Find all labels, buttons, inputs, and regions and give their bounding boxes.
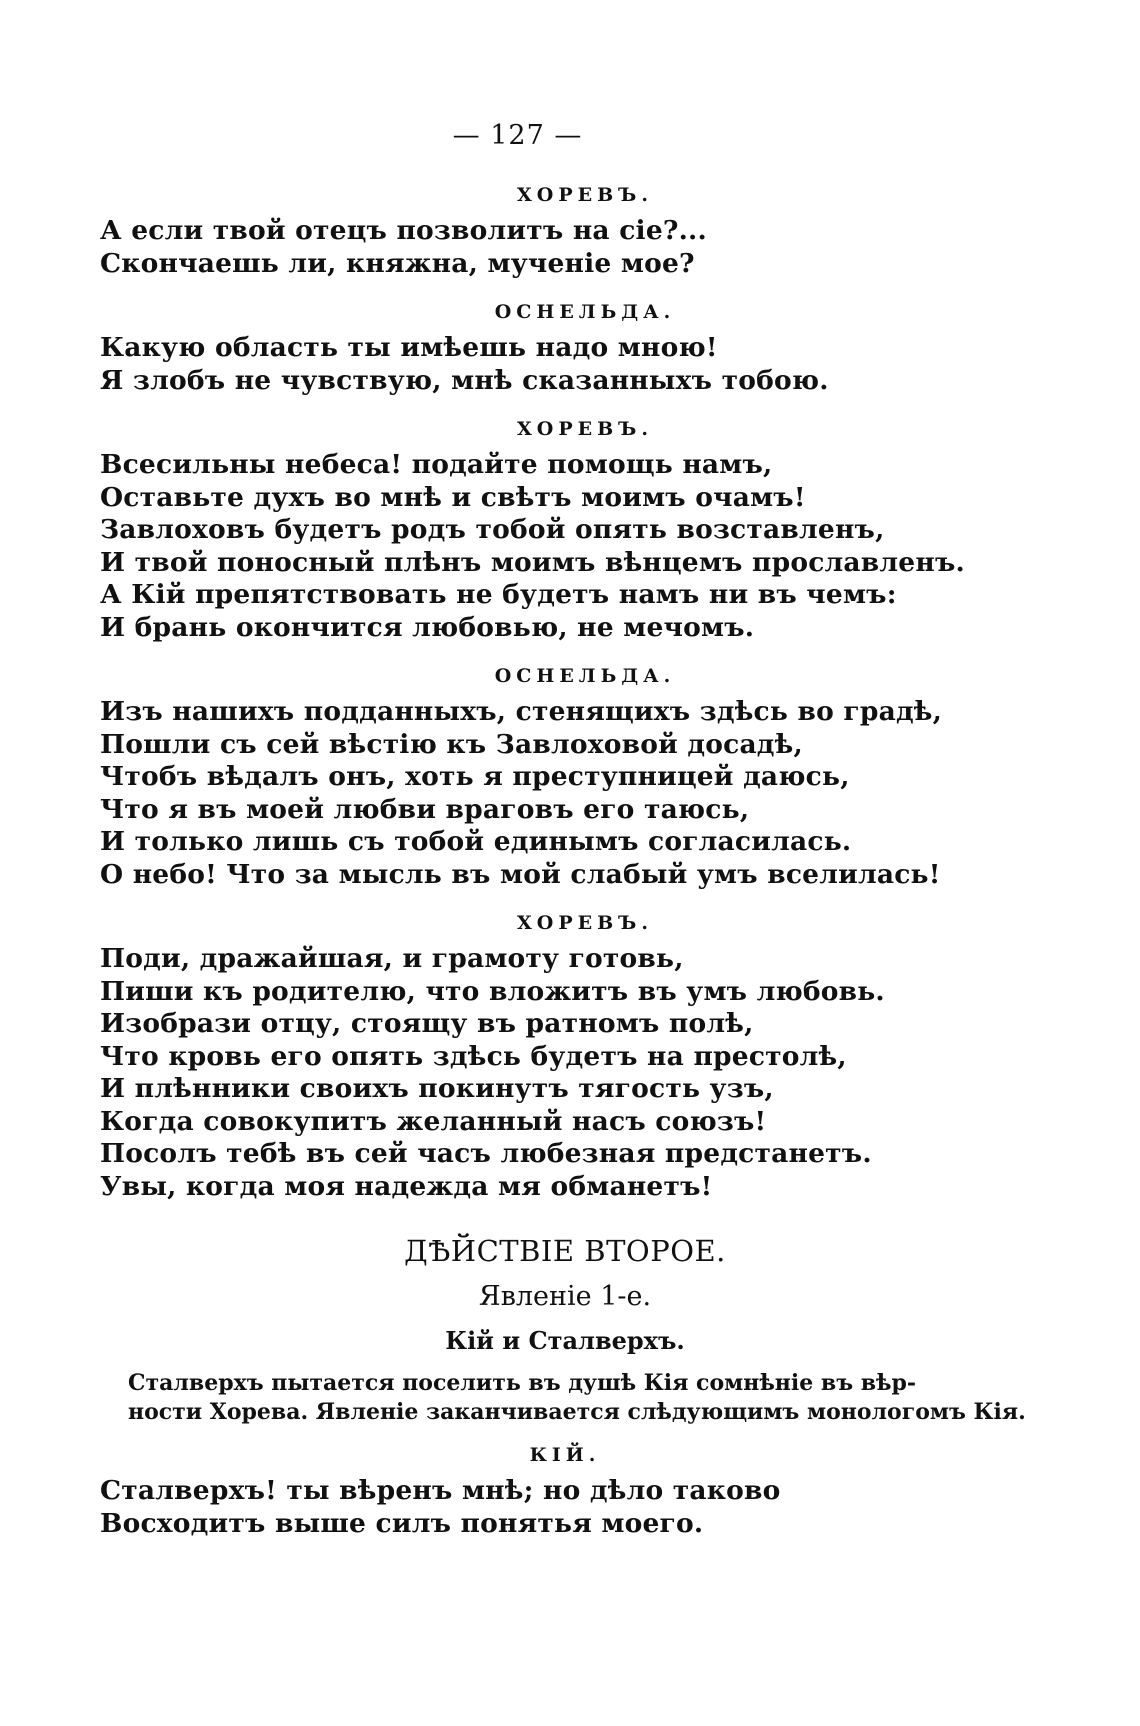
act-title: ДѢЙСТВІЕ ВТОРОЕ. (404, 1234, 726, 1268)
verse-line: Пиши къ родителю, что вложитъ въ умъ любовь. (100, 975, 885, 1007)
speaker-name: КІЙ. (529, 1444, 601, 1466)
verse-line: Изобрази отцу, стоящу въ ратномъ полѣ, (100, 1008, 754, 1039)
speaker-name: ОСНЕЛЬДА. (494, 301, 676, 323)
play-text (100, 181, 1026, 1540)
verse-line: Восходитъ выше силъ понятья моего. (100, 1507, 704, 1539)
verse-line: И твой поносный плѣнъ моимъ вѣнцемъ прославленъ. (100, 546, 965, 578)
verse-line: Всесильны небеса! подайте помощь намъ, (100, 449, 773, 480)
verse-line: И плѣнники своихъ покинутъ тягость узъ, (100, 1073, 774, 1104)
verse-line: Какую область ты имѣешь надо мною! (100, 332, 718, 363)
verse-line: Когда совокупитъ желанный насъ союзъ! (100, 1105, 767, 1137)
verse-line: А если твой отецъ позволитъ на сіе?... (100, 215, 707, 246)
verse-line: О небо! Что за мысль въ мой слабый умъ вселилась! (100, 858, 941, 890)
page-number: — 127 — (452, 120, 583, 151)
speaker-name: ХОРЕВЪ. (517, 912, 653, 934)
speaker-name: ХОРЕВЪ. (517, 184, 653, 206)
verse-line: Пошли съ сей вѣстію къ Завлоховой досадѣ, (100, 728, 803, 760)
speaker-name: ОСНЕЛЬДА. (494, 665, 676, 687)
speaker-name: ХОРЕВЪ. (517, 418, 653, 440)
verse-line: И только лишь съ тобой единымъ согласилась. (100, 826, 852, 857)
verse-line: Увы, когда моя надежда мя обманетъ! (100, 1170, 713, 1202)
verse-line: Я злобъ не чувствую, мнѣ сказанныхъ тобою. (100, 364, 829, 396)
verse-line: Что я въ моей любви враговъ его таюсь, (100, 793, 750, 825)
verse-line: Посолъ тебѣ въ сей часъ любезная предстанетъ. (100, 1138, 872, 1169)
verse-line: Что кровь его опять здѣсь будетъ на престолѣ, (100, 1040, 847, 1072)
scene-persons: Кій и Сталверхъ. (445, 1326, 685, 1355)
verse-line: Поди, дражайшая, и грамоту готовь, (100, 943, 684, 974)
verse-line: И брань окончится любовью, не мечомъ. (100, 611, 755, 643)
verse-line: Чтобъ вѣдалъ онъ, хоть я преступницей даюсь, (100, 761, 850, 792)
verse-line: Сталверхъ! ты вѣренъ мнѣ; но дѣло таково (100, 1475, 781, 1506)
verse-line: А Кій препятствовать не будетъ намъ ни въ чемъ: (100, 579, 897, 610)
verse-line: Завлоховъ будетъ родъ тобой опять возставленъ, (100, 514, 885, 545)
verse-line: Скончаешь ли, княжна, мученіе мое? (100, 247, 695, 279)
scene-summary (100, 1369, 1026, 1427)
verse-line: Оставьте духъ во мнѣ и свѣтъ моимъ очамъ! (100, 481, 806, 513)
summary-line: Сталверхъ пытается поселить въ душѣ Кія сомнѣніе въ вѣр- (128, 1370, 917, 1396)
summary-line: ности Хорева. Явленіе заканчивается слѣдующимъ монологомъ Кія. (128, 1399, 1026, 1425)
scene-title: Явленіе 1-е. (478, 1281, 652, 1312)
verse-line: Изъ нашихъ подданныхъ, стенящихъ здѣсь во градѣ, (100, 696, 943, 727)
